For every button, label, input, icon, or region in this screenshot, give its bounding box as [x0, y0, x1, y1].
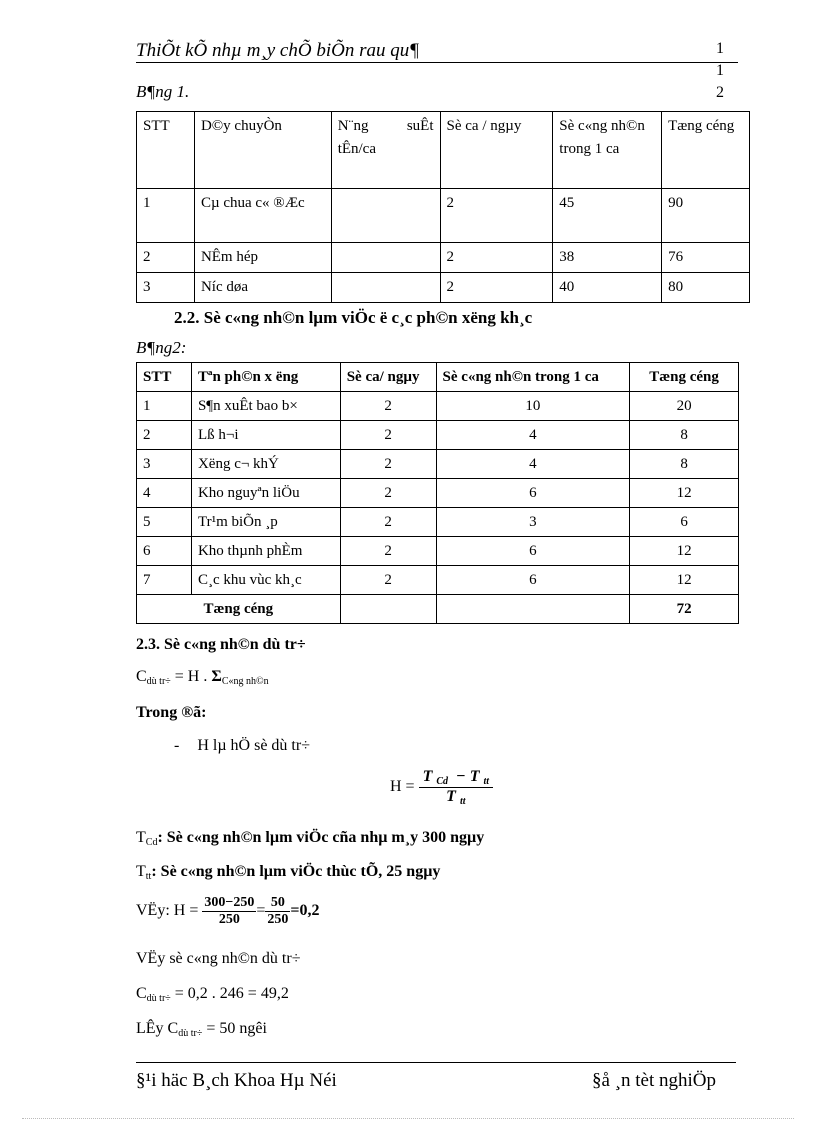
table-cell: 10 [436, 392, 630, 421]
table1-caption: B¶ng 1. [136, 82, 190, 101]
table-cell: C¸c khu vùc kh¸c [191, 566, 340, 595]
table-cell: 4 [137, 479, 192, 508]
table-row [137, 421, 739, 450]
sigma-symbol: Σ [211, 668, 222, 685]
table-cell [331, 273, 440, 303]
formula-h [390, 768, 493, 807]
table-cell: 2 [440, 273, 553, 303]
table-cell: 80 [662, 273, 750, 303]
table-cell [436, 595, 630, 624]
table-header-cell: Tæng céng [662, 112, 750, 189]
table-header-cell: Sè ca/ ngµy [340, 363, 436, 392]
table-cell: 2 [137, 421, 192, 450]
table-row [137, 479, 739, 508]
table-cell: 6 [436, 537, 630, 566]
fraction-denominator: T $_{tt}$ [446, 788, 466, 807]
page-number: 1 [716, 40, 724, 57]
section-heading-2-2: 2.2. Sè c«ng nh©n lµm viÖc ë c¸c ph©n xëng kh¸c [174, 308, 533, 327]
table-cell: 5 [137, 508, 192, 537]
table-cell: 40 [553, 273, 662, 303]
calc-h: VËy: H = $\frac{300-250}{250}$ = $\frac{50}{250}$ =0,2 [136, 895, 320, 927]
table-total-row [137, 595, 739, 624]
formula-reserve [136, 668, 269, 687]
vay-text: VËy sè c«ng nh©n dù tr÷ [136, 950, 301, 967]
footer-right: §å ¸n tèt nghiÖp [592, 1070, 717, 1091]
page-number: 1 [716, 62, 724, 79]
table-cell: Tr¹m biÕn ¸p [191, 508, 340, 537]
table-row [137, 243, 750, 273]
table-header-cell: Sè ca / ngµy [440, 112, 553, 189]
table-cell: 76 [662, 243, 750, 273]
table-row [137, 537, 739, 566]
trong-do-label: Trong ®ã: [136, 704, 207, 721]
table-cell: 1 [137, 392, 192, 421]
table-cell: 2 [340, 392, 436, 421]
table-cell: 2 [340, 479, 436, 508]
table-cell: 2 [340, 421, 436, 450]
result-value: =0,2 [290, 902, 320, 920]
table-header-cell: N¨ng suÊt tÊn/ca [331, 112, 440, 189]
formula-text: H = [390, 778, 419, 796]
tcd-definition: $T_{Cd}$: Sè c«ng nh©n lµm viÖc cña nhµ m¸y 300 ngµy [136, 829, 485, 848]
table-cell: 6 [137, 537, 192, 566]
table-cell: 3 [137, 273, 195, 303]
table-cell: 2 [440, 189, 553, 243]
footer-left: §¹i häc B¸ch Khoa Hµ Néi [136, 1070, 337, 1091]
fraction-denominator: 250 [218, 912, 240, 927]
table-header-cell: STT [137, 112, 195, 189]
table-row [137, 566, 739, 595]
header-rule [136, 62, 738, 63]
table-cell: Níc døa [194, 273, 331, 303]
table-header-cell: Tªn ph©n x ëng [191, 363, 340, 392]
table-cell: 12 [630, 537, 739, 566]
page-number: 2 [716, 84, 724, 101]
table-cell: 2 [137, 243, 195, 273]
formula-symbol: C [136, 668, 147, 685]
fraction-denominator: 250 [267, 912, 289, 927]
formula-subscript: dù tr÷ [146, 676, 171, 687]
table-row [137, 508, 739, 537]
bullet-dash: - [174, 737, 180, 754]
formula-text: VËy: H = [136, 902, 203, 920]
bullet-item [174, 737, 310, 755]
table-cell: 6 [630, 508, 739, 537]
table-cell: 8 [630, 450, 739, 479]
page-header-title: ThiÕt kÕ nhµ m¸y chÕ biÕn rau qu¶ [136, 40, 420, 61]
table-cell [340, 595, 436, 624]
table-cell: 12 [630, 479, 739, 508]
fraction-numerator: 300−250 [204, 895, 255, 910]
table-cell [331, 189, 440, 243]
calc-reserve: $C_{dù tr\div} = 0,2$ . 246 = 49,2 [136, 985, 289, 1004]
lay-reserve: LÊy $C_{dù tr\div} = 50$ ngêi [136, 1020, 267, 1039]
table-cell [331, 243, 440, 273]
table-header-cell: STT [137, 363, 192, 392]
table-cell: 3 [137, 450, 192, 479]
table-cell: Kho thµnh phÈm [191, 537, 340, 566]
table-cell: 6 [436, 479, 630, 508]
section-heading-2-3: 2.3. Sè c«ng nh©n dù tr÷ [136, 636, 306, 653]
table-cell: 45 [553, 189, 662, 243]
ttt-definition: $T_{tt}$: Sè c«ng nh©n lµm viÖc thùc tÕ, 25 ngµy [136, 863, 441, 882]
table-row [137, 392, 739, 421]
table-cell: 8 [630, 421, 739, 450]
fraction-numerator: 50 [265, 895, 290, 912]
table2 [136, 362, 739, 624]
table-cell: S¶n xuÊt bao b× [191, 392, 340, 421]
table-cell: 2 [340, 566, 436, 595]
table-header-cell: Sè c«ng nh©n trong 1 ca [553, 112, 662, 189]
table-cell: 6 [436, 566, 630, 595]
table-cell: 2 [340, 450, 436, 479]
total-value: 72 [630, 595, 739, 624]
fraction-numerator: T $_{Cd}$ − T $_{tt}$ [419, 768, 494, 788]
formula-text: = H . [174, 668, 212, 685]
table2-caption: B¶ng2: [136, 338, 187, 357]
table-header-cell: D©y chuyÒn [194, 112, 331, 189]
table-cell: 7 [137, 566, 192, 595]
table-row [137, 273, 750, 303]
table-cell: 2 [340, 508, 436, 537]
table-cell: 4 [436, 450, 630, 479]
footer-rule [136, 1062, 736, 1063]
bullet-text: H lµ hÖ sè dù tr÷ [197, 737, 310, 754]
table-cell: 3 [436, 508, 630, 537]
table1 [136, 111, 750, 303]
table-cell: 4 [436, 421, 630, 450]
table-header-row [137, 363, 739, 392]
formula-subscript: C«ng nh©n [221, 676, 269, 687]
table-cell: 2 [340, 537, 436, 566]
table-cell: Cµ chua c« ®Æc [194, 189, 331, 243]
table-cell: 1 [137, 189, 195, 243]
table-cell: Xëng c¬ khÝ [191, 450, 340, 479]
table-header-row [137, 112, 750, 189]
table-row [137, 450, 739, 479]
page-edge [22, 1118, 794, 1119]
table-header-cell: Tæng céng [630, 363, 739, 392]
table-cell: NÊm hép [194, 243, 331, 273]
table-header-cell: Sè c«ng nh©n trong 1 ca [436, 363, 630, 392]
table-cell: 2 [440, 243, 553, 273]
table-cell: Lß h¬i [191, 421, 340, 450]
table-cell: 38 [553, 243, 662, 273]
table-row [137, 189, 750, 243]
table-cell: 12 [630, 566, 739, 595]
table-cell: Kho nguyªn liÖu [191, 479, 340, 508]
table-cell: 90 [662, 189, 750, 243]
table-cell: 20 [630, 392, 739, 421]
total-label: Tæng céng [137, 595, 341, 624]
